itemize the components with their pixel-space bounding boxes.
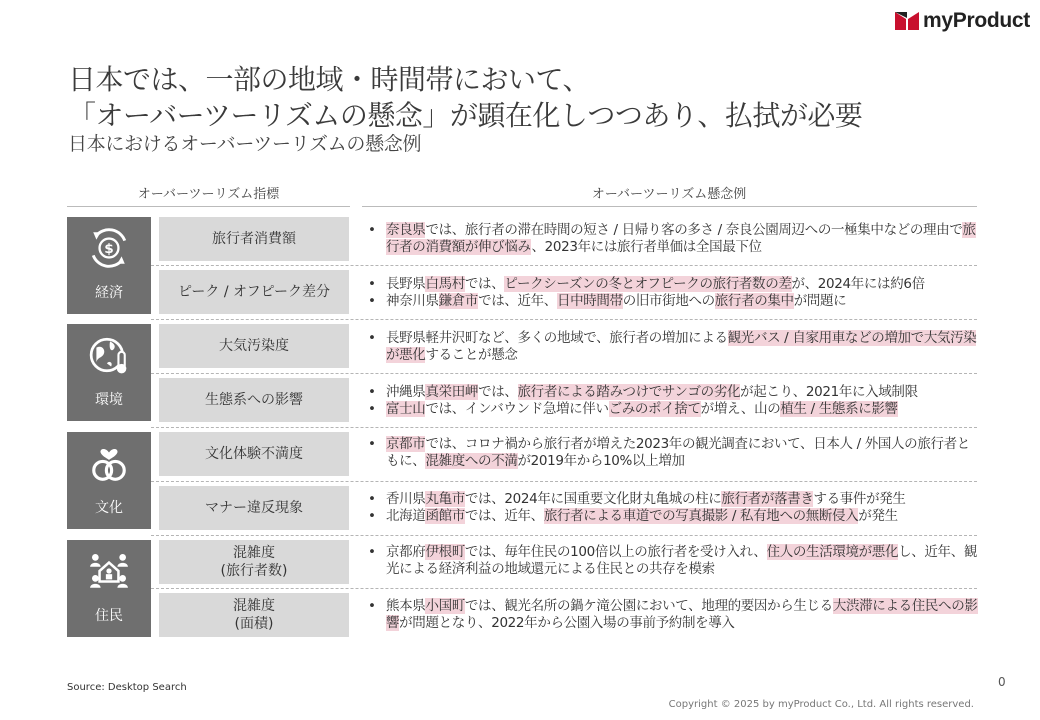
example-text: 神奈川県 (386, 293, 439, 309)
example-text: では、近年、 (464, 508, 544, 524)
category-label: 環境 (95, 392, 123, 408)
example-text: 香川県 (386, 491, 426, 507)
category-environment (67, 324, 151, 421)
example-text: 、2023年には旅行者単価は全国最下位 (531, 239, 762, 255)
row-divider (151, 265, 977, 266)
row-divider (151, 319, 977, 320)
residents-house-icon (88, 550, 130, 592)
example-text: では、毎年住民の100倍以上の旅行者を受け入れ、 (464, 544, 767, 560)
category-culture (67, 432, 151, 529)
example-text: 長野県 (386, 276, 426, 292)
example-text: が増え、山の (700, 401, 781, 417)
example-text: が、2024年には約6倍 (791, 276, 925, 292)
page-subtitle: 日本におけるオーバーツーリズムの懸念例 (68, 133, 422, 155)
example-bullet (366, 293, 980, 310)
example-text: 沖縄県 (386, 384, 426, 400)
indicator-box: 大気汚染度 (159, 324, 349, 368)
source-note: Source: Desktop Search (67, 682, 187, 693)
row-divider (151, 588, 977, 589)
example-text: では、近年、 (478, 293, 557, 309)
example-text: が問題となり、2022年から公園入場の事前予約制を導入 (399, 615, 735, 631)
example-text: 熊本県 (386, 598, 426, 614)
example-bullet (366, 544, 980, 578)
indicator-box: ピーク / オフピーク差分 (159, 270, 349, 314)
indicator-box: マナー違反現象 (159, 486, 349, 530)
title-line-2: 「オーバーツーリズムの懸念」が顕在化しつつあり、払拭が必要 (68, 99, 863, 132)
highlight-text: ピークシーズンの冬とオフピークの旅行者数の差 (504, 276, 792, 292)
highlight-text: 函館市 (425, 508, 465, 524)
copyright: Copyright © 2025 by myProduct Co., Ltd. All rights reserved. (668, 699, 974, 710)
highlight-text: 真栄田岬 (425, 384, 479, 400)
header-divider (362, 206, 977, 207)
highlight-text: 白馬村 (425, 276, 465, 292)
highlight-text: 旅行者による踏みつけでサンゴの劣化 (517, 384, 741, 400)
brand-logo (895, 9, 1030, 33)
example-bullet (366, 276, 980, 293)
highlight-text: 大渋滞による住民への影響 (386, 598, 978, 631)
highlight-text: 植生 / 生態系に影響 (780, 401, 898, 417)
example-text: では、インバウンド急増に伴い (425, 401, 609, 417)
indicator-box: 文化体験不満度 (159, 432, 349, 476)
example-cell (366, 384, 980, 418)
highlight-text: 富士山 (386, 401, 426, 417)
indicator-box: 混雑度 (面積) (159, 593, 349, 637)
highlight-text: 住人の生活環境が悪化 (766, 544, 899, 560)
example-cell (366, 544, 980, 578)
globe-thermometer-icon (88, 334, 130, 376)
example-text: することが懸念 (425, 347, 518, 363)
row-divider (151, 481, 977, 482)
example-text: では、旅行者の滞在時間の短さ / 日帰り客の多さ / 奈良公園周辺への一極集中などの理由で (425, 222, 963, 238)
money-cycle-icon (88, 227, 130, 269)
example-column-header: オーバーツーリズム懸念例 (591, 187, 747, 202)
highlight-text: 旅行者による車道での写真撮影 / 私有地への無断侵入 (543, 508, 859, 524)
example-text: では、 (478, 384, 518, 400)
category-label: 文化 (95, 500, 123, 516)
example-cell (366, 330, 980, 364)
example-cell (366, 491, 980, 525)
header-divider (67, 206, 350, 207)
example-text: では、2024年に国重要文化財丸亀城の柱に (464, 491, 722, 507)
example-text: では、コロナ禍から旅行者が増えた2023年の観光調査において、日本人 / 外国人の旅行者ともに、 (386, 436, 970, 469)
highlight-text: 観光バス / 自家用車などの増加で大気汚染が悪化 (386, 330, 977, 363)
row-divider (151, 373, 977, 374)
category-economy (67, 217, 151, 314)
example-cell (366, 222, 980, 256)
highlight-text: 旅行者の集中 (714, 293, 794, 309)
example-text: が2019年から10%以上増加 (517, 453, 685, 469)
brand-mark-icon (895, 12, 919, 30)
example-bullet (366, 401, 980, 418)
example-bullet (366, 508, 980, 525)
example-text: の旧市街地への (622, 293, 715, 309)
example-bullet (366, 491, 980, 508)
highlight-text: 鎌倉市 (438, 293, 479, 309)
example-text: が発生 (858, 508, 898, 524)
highlight-text: 丸亀市 (425, 491, 465, 507)
example-text: が問題に (793, 293, 847, 309)
svg-text:$: $ (104, 241, 114, 258)
highlight-text: 奈良県 (386, 222, 426, 238)
highlight-text: ごみのポイ捨て (608, 401, 701, 417)
indicator-box: 生態系への影響 (159, 378, 349, 422)
page-title (68, 62, 862, 134)
highlight-text: 小国町 (425, 598, 465, 614)
indicator-box: 混雑度 (旅行者数) (159, 540, 349, 584)
category-label: 経済 (95, 285, 123, 301)
title-line-1: 日本では、一部の地域・時間帯において、 (68, 63, 590, 96)
example-cell (366, 276, 980, 310)
example-text: 北海道 (386, 508, 426, 524)
example-bullet (366, 436, 980, 470)
brand-name: myProduct (923, 9, 1030, 32)
example-bullet (366, 598, 980, 632)
row-divider (151, 427, 977, 428)
example-text: が起こり、2021年に入域制限 (740, 384, 918, 400)
example-cell (366, 598, 980, 632)
example-bullet (366, 222, 980, 256)
indicator-box: 旅行者消費額 (159, 217, 349, 261)
example-cell (366, 436, 980, 470)
highlight-text: 旅行者が落書き (721, 491, 814, 507)
highlight-text: 旅行者の消費額が伸び悩み (386, 222, 976, 255)
heart-rings-icon (88, 442, 130, 484)
page-number: 0 (998, 675, 1006, 689)
example-text: 京都府 (386, 544, 426, 560)
category-label: 住民 (95, 608, 123, 624)
example-text: し、近年、観光による経済利益の地域還元による住民との共存を模索 (386, 544, 977, 577)
category-residents (67, 540, 151, 637)
example-text: する事件が発生 (813, 491, 906, 507)
row-divider (151, 535, 977, 536)
example-text: 長野県軽井沢町など、多くの地域で、旅行者の増加による (386, 330, 728, 346)
example-text: では、観光名所の鍋ケ滝公園において、地理的要因から生じる (464, 598, 833, 614)
highlight-text: 伊根町 (425, 544, 465, 560)
indicator-column-header: オーバーツーリズム指標 (137, 187, 280, 202)
example-bullet (366, 330, 980, 364)
highlight-text: 混雑度への不満 (425, 453, 518, 469)
highlight-text: 日中時間帯 (556, 293, 623, 309)
highlight-text: 京都市 (386, 436, 426, 452)
example-text: では、 (464, 276, 505, 292)
example-bullet (366, 384, 980, 401)
